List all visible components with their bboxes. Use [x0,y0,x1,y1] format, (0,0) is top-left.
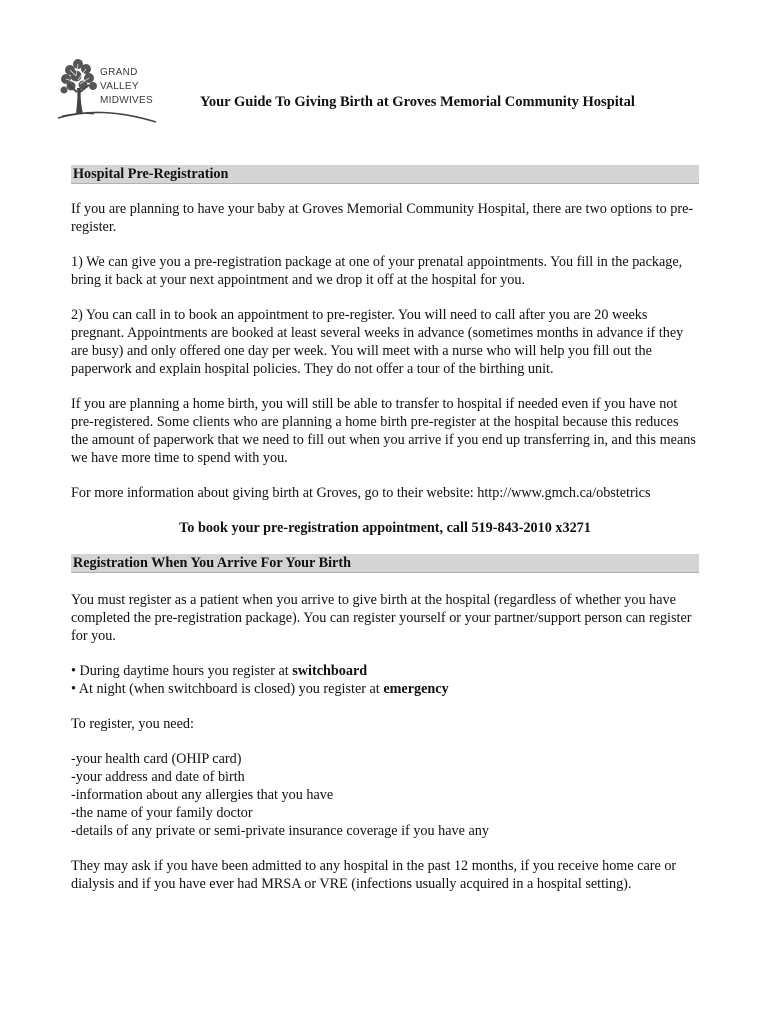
paragraph-intro: If you are planning to have your baby at Groves Memorial Community Hospital, there are two options to pre-register. [71,201,694,235]
section-heading-pre-registration: Hospital Pre-Registration [71,165,699,184]
registration-locations [71,662,699,698]
bold-emergency: emergency [383,681,449,697]
logo-line-2: VALLEY [100,81,139,92]
logo-line-1: GRAND [100,67,138,78]
requirements-list [71,750,699,840]
list-item: -details of any private or semi-private insurance coverage if you have any [71,823,489,839]
list-item-night [71,680,699,698]
list-item: -your address and date of birth [71,769,245,785]
list-item-daytime [71,662,699,680]
bullet-text: • At night (when switchboard is closed) you register at [71,681,384,697]
document-body [71,165,699,910]
list-item: -the name of your family doctor [71,805,253,821]
paragraph-option-1: 1) We can give you a pre-registration package at one of your prenatal appointments. You fill in the package, bring it back at your next appointment and we drop it off at the hospital for you. [71,254,683,288]
list-item: -information about any allergies that you have [71,787,334,803]
paragraph-home-birth: If you are planning a home birth, you will still be able to transfer to hospital if needed even if you have not pre-registered. Some clients who are planning a home birth pre-register at the hospital because this reduces the amount of paperwork that we need to fill out when you arrive if you end up transferring in, and this means we have more time to spend with you. [71,396,696,466]
section-heading-registration: Registration When You Arrive For Your Birth [71,554,699,573]
paragraph-option-2: 2) You can call in to book an appointment to pre-register. You will need to call after you are 20 weeks pregnant. Appointments are booked at least several weeks in advance (sometimes months in advance if they are busy) and only offered one day per week. You will meet with a nurse who will help you fill out the paperwork and explain hospital policies. They do not offer a tour of the birthing unit. [71,307,684,377]
paragraph-register: You must register as a patient when you arrive to give birth at the hospital (regardless of whether you have completed the pre-registration package). You can register yourself or your partner/support person can register for you. [71,592,692,644]
document-title: Your Guide To Giving Birth at Groves Memorial Community Hospital [200,94,635,110]
list-item: -your health card (OHIP card) [71,751,242,767]
paragraph-history: They may ask if you have been admitted to any hospital in the past 12 months, if you receive home care or dialysis and if you have ever had MRSA or VRE (infections usually acquired in a hospital setting). [71,858,677,892]
logo-line-3: MIDWIVES [100,95,153,106]
logo [56,52,158,130]
logo-wordmark [100,66,153,108]
paragraph-website: For more information about giving birth at Groves, go to their website: http://www.gmch.ca/obstetrics [71,485,651,501]
callout-phone: To book your pre-registration appointment, call 519-843-2010 x3271 [179,520,591,536]
bold-switchboard: switchboard [292,663,368,679]
paragraph-need-intro: To register, you need: [71,716,194,732]
bullet-text: • During daytime hours you register at [71,663,293,679]
